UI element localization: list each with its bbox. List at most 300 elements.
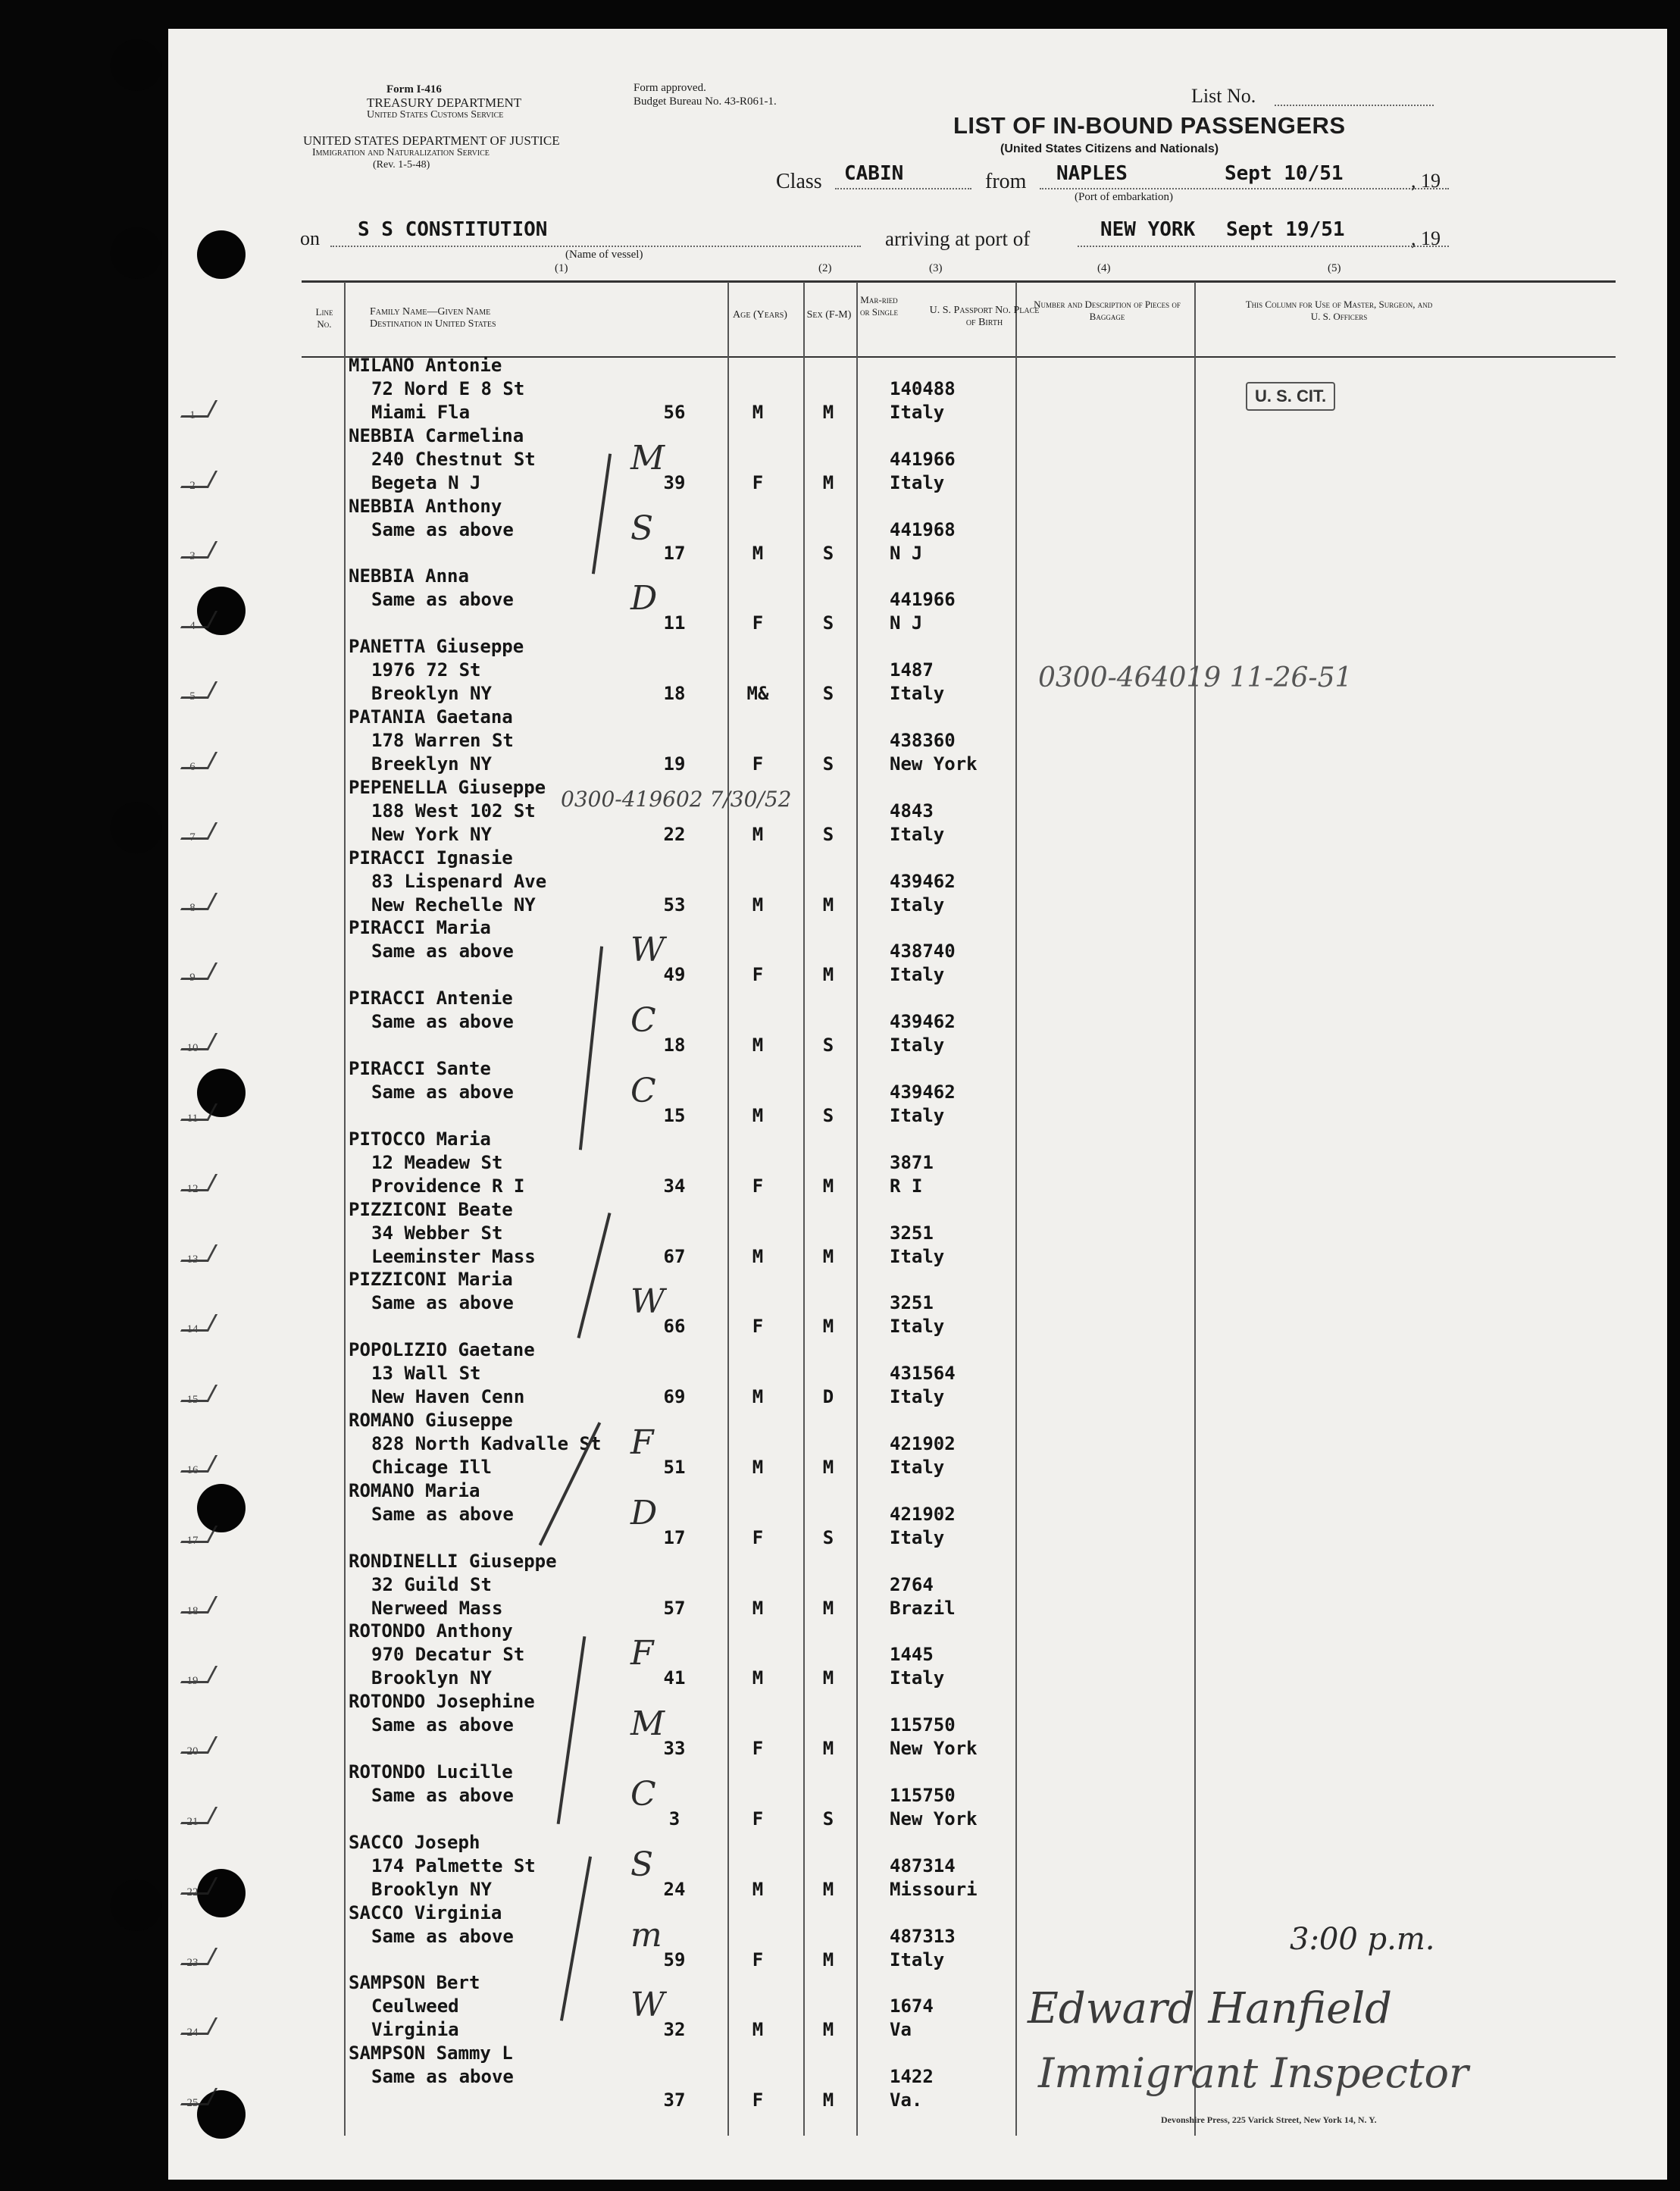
col-head-baggage: Number and Description of Pieces of Baggage — [1034, 299, 1181, 322]
place-of-birth: Italy — [890, 823, 945, 845]
line-number: 14 — [186, 1323, 199, 1336]
passenger-address: Same as above — [371, 1503, 514, 1525]
relationship-mark: W — [630, 931, 665, 970]
table-row — [168, 706, 1667, 777]
passenger-age: 51 — [663, 1457, 686, 1478]
place-of-birth: Italy — [890, 1105, 945, 1126]
passport-number: 421902 — [890, 1433, 956, 1454]
col-head-officers: This Column for Use of Master, Surgeon, and U. S. Officers — [1245, 299, 1433, 322]
passenger-marital-status: S — [822, 1034, 834, 1056]
passenger-name: ROTONDO Lucille — [349, 1761, 513, 1783]
passenger-destination: Leeminster Mass — [371, 1245, 536, 1267]
passenger-name: POPOLIZIO Gaetane — [349, 1339, 535, 1361]
table-row — [168, 847, 1667, 918]
col-head-sex: Sex (F-M) — [806, 309, 852, 321]
passport-number: 140488 — [890, 378, 956, 399]
passenger-sex: F — [752, 471, 764, 493]
line-number: 23 — [186, 1956, 199, 1969]
passenger-name: PITOCCO Maria — [349, 1128, 491, 1150]
arrival-port: NEW YORK — [1100, 218, 1196, 241]
passenger-marital-status: M — [822, 2089, 834, 2111]
line-number: 8 — [189, 901, 196, 914]
passenger-age: 24 — [663, 1878, 686, 1900]
place-of-birth: Italy — [890, 964, 945, 986]
passenger-list-sheet — [168, 29, 1667, 2180]
passenger-sex: M — [752, 1597, 764, 1619]
line-number: 15 — [186, 1394, 199, 1407]
passenger-address: Ceulweed — [371, 1995, 459, 2017]
passenger-marital-status: S — [822, 1105, 834, 1126]
passenger-destination: Virginia — [371, 2019, 459, 2041]
passenger-age: 34 — [663, 1175, 686, 1197]
place-of-birth: Va. — [890, 2089, 923, 2111]
table-row — [168, 1761, 1667, 1832]
place-of-birth: N J — [890, 612, 923, 634]
table-row — [168, 1691, 1667, 1761]
passenger-marital-status: D — [822, 1386, 834, 1408]
line-number: 2 — [189, 479, 196, 492]
vessel-note: (Name of vessel) — [565, 249, 643, 261]
line-number: 17 — [186, 1534, 199, 1547]
passenger-name: PIZZICONI Beate — [349, 1198, 513, 1220]
passenger-sex: M — [752, 1386, 764, 1408]
passenger-age: 15 — [663, 1105, 686, 1126]
passport-number: 441968 — [890, 518, 956, 540]
table-row — [168, 988, 1667, 1058]
passenger-marital-status: S — [822, 753, 834, 775]
line-number: 13 — [186, 1253, 199, 1266]
passenger-destination: Breoklyn NY — [371, 683, 492, 705]
passenger-name: ROTONDO Anthony — [349, 1620, 513, 1642]
place-of-birth: New York — [890, 753, 978, 775]
passenger-address: Same as above — [371, 1011, 514, 1033]
passport-number: 3871 — [890, 1151, 934, 1173]
passenger-age: 19 — [663, 753, 686, 775]
passenger-destination: Nerweed Mass — [371, 1597, 503, 1619]
port-note: (Port of embarkation) — [1075, 191, 1173, 203]
handwritten-time: 3:00 p.m. — [1290, 1922, 1435, 1957]
relationship-mark: S — [630, 1845, 654, 1884]
passenger-sex: M — [752, 1034, 764, 1056]
place-of-birth: Italy — [890, 1034, 945, 1056]
passenger-age: 41 — [663, 1667, 686, 1689]
passenger-address: 13 Wall St — [371, 1363, 481, 1385]
passenger-age: 32 — [663, 2019, 686, 2041]
passport-number: 421902 — [890, 1503, 956, 1525]
passenger-marital-status: S — [822, 612, 834, 634]
passenger-name: PIRACCI Ignasie — [349, 847, 513, 869]
line-number: 5 — [189, 690, 196, 703]
passport-number: 439462 — [890, 870, 956, 892]
table-row — [168, 1902, 1667, 1973]
passenger-sex: F — [752, 1175, 764, 1197]
place-of-birth: Italy — [890, 1245, 945, 1267]
treasury-dept: TREASURY DEPARTMENT — [367, 95, 522, 110]
passenger-address: 174 Palmette St — [371, 1855, 536, 1876]
form-number: Form I-416 — [386, 83, 442, 95]
passenger-age: 3 — [668, 1808, 680, 1829]
table-top-rule — [302, 280, 1616, 283]
table-row — [168, 1410, 1667, 1480]
passenger-sex: M — [752, 542, 764, 564]
line-number: 18 — [186, 1604, 199, 1617]
form-approved: Form approved. — [634, 82, 706, 94]
place-of-birth: Italy — [890, 1457, 945, 1478]
passport-number: 441966 — [890, 589, 956, 611]
line-number: 20 — [186, 1745, 199, 1758]
passenger-address: Same as above — [371, 1081, 514, 1103]
relationship-mark: W — [630, 1986, 665, 2025]
col-head-line: Line No. — [315, 306, 333, 330]
passenger-marital-status: M — [822, 1738, 834, 1760]
passenger-destination: Brooklyn NY — [371, 1667, 492, 1689]
passenger-age: 66 — [663, 1316, 686, 1338]
printer-imprint: Devonshire Press, 225 Varick Street, New York 14, N. Y. — [1161, 2114, 1377, 2125]
passenger-marital-status: S — [822, 823, 834, 845]
passenger-sex: M — [752, 894, 764, 916]
passenger-sex: M — [752, 1667, 764, 1689]
from-line — [1040, 188, 1449, 189]
relationship-mark: W — [630, 1282, 665, 1322]
passenger-name: PATANIA Gaetana — [349, 706, 513, 728]
passenger-sex: F — [752, 1948, 764, 1970]
passenger-marital-status: S — [822, 542, 834, 564]
relationship-mark: C — [630, 1072, 656, 1110]
justice-dept: UNITED STATES DEPARTMENT OF JUSTICE — [303, 133, 560, 148]
passenger-sex: F — [752, 1316, 764, 1338]
table-row — [168, 1551, 1667, 1621]
passport-number: 115750 — [890, 1785, 956, 1806]
col-head-destination: Destination in United States — [370, 318, 496, 330]
relationship-mark: F — [630, 1423, 654, 1462]
place-of-birth: Brazil — [890, 1597, 956, 1619]
passenger-age: 69 — [663, 1386, 686, 1408]
passenger-address: 32 Guild St — [371, 1573, 492, 1595]
list-no-line — [1275, 105, 1434, 106]
arrival-date: Sept 19/51 — [1226, 218, 1345, 241]
col-head-married: Mar-ried or Single — [860, 294, 898, 318]
passenger-name: SACCO Virginia — [349, 1901, 502, 1923]
table-row — [168, 1128, 1667, 1199]
passenger-marital-status: M — [822, 1175, 834, 1197]
passenger-address: 1976 72 St — [371, 659, 481, 681]
from-label: from — [985, 170, 1027, 193]
col-number-5: (5) — [1328, 262, 1341, 274]
table-row — [168, 1199, 1667, 1269]
passenger-marital-status: M — [822, 2019, 834, 2041]
col-number-2: (2) — [818, 262, 832, 274]
passenger-sex: M — [752, 823, 764, 845]
passenger-name: PIRACCI Antenie — [349, 988, 513, 1009]
passenger-sex: M — [752, 402, 764, 423]
passenger-address: 240 Chestnut St — [371, 448, 536, 470]
from-year: , 19 — [1411, 170, 1441, 192]
table-row — [168, 425, 1667, 496]
place-of-birth: Italy — [890, 894, 945, 916]
passenger-marital-status: S — [822, 1526, 834, 1548]
binder-hole — [197, 230, 246, 279]
passenger-address: Same as above — [371, 1292, 514, 1314]
relationship-mark: D — [630, 1493, 658, 1532]
line-number: 25 — [186, 2097, 199, 2110]
relationship-mark: M — [630, 1704, 665, 1744]
passenger-sex: F — [752, 1526, 764, 1548]
passenger-age: 67 — [663, 1245, 686, 1267]
passenger-age: 53 — [663, 894, 686, 916]
passenger-marital-status: M — [822, 1667, 834, 1689]
relationship-mark: m — [630, 1915, 662, 1955]
passenger-sex: M — [752, 1245, 764, 1267]
on-label: on — [300, 227, 320, 249]
ins-service: Immigration and Naturalization Service — [312, 147, 490, 158]
table-row — [168, 496, 1667, 566]
place-of-birth: Italy — [890, 683, 945, 705]
passenger-destination: New York NY — [371, 823, 492, 845]
place-of-birth: New York — [890, 1738, 978, 1760]
col-number-4: (4) — [1097, 262, 1111, 274]
list-no-label: List No. — [1191, 85, 1256, 107]
place-of-birth: Italy — [890, 1667, 945, 1689]
table-row — [168, 1832, 1667, 1902]
customs-service: United States Customs Service — [367, 109, 504, 121]
page-subtitle: (United States Citizens and Nationals) — [1000, 142, 1219, 155]
passenger-address: 83 Lispenard Ave — [371, 870, 547, 892]
passenger-sex: F — [752, 753, 764, 775]
passenger-sex: M& — [746, 683, 769, 705]
binder-hole — [111, 227, 162, 279]
place-of-birth: New York — [890, 1808, 978, 1829]
line-number: 19 — [186, 1675, 199, 1688]
table-row — [168, 777, 1667, 847]
vessel-name: S S CONSTITUTION — [358, 218, 548, 241]
passport-number: 438740 — [890, 941, 956, 962]
passenger-marital-status: M — [822, 1316, 834, 1338]
passenger-sex: F — [752, 964, 764, 986]
passenger-marital-status: M — [822, 964, 834, 986]
line-number: 4 — [189, 620, 196, 633]
passenger-marital-status: M — [822, 1245, 834, 1267]
passport-number: 431564 — [890, 1363, 956, 1385]
line-number: 22 — [186, 1886, 199, 1898]
passenger-destination: Miami Fla — [371, 402, 471, 423]
passenger-name: NEBBIA Carmelina — [349, 424, 524, 446]
passport-number: 1422 — [890, 2066, 934, 2088]
table-row — [168, 1620, 1667, 1691]
table-row — [168, 1058, 1667, 1128]
place-of-birth: Italy — [890, 1316, 945, 1338]
passenger-destination: Breeklyn NY — [371, 753, 492, 775]
passenger-age: 11 — [663, 612, 686, 634]
table-row — [168, 565, 1667, 636]
line-number: 24 — [186, 2027, 199, 2039]
line-number: 9 — [189, 972, 196, 984]
passenger-age: 18 — [663, 683, 686, 705]
class-line — [835, 188, 971, 189]
passenger-destination: New Haven Cenn — [371, 1386, 525, 1408]
inspector-signature: Edward Hanfield — [1028, 1984, 1393, 2033]
line-number: 10 — [186, 1042, 199, 1055]
table-row — [168, 1480, 1667, 1551]
inspector-title: Immigrant Inspector — [1038, 2049, 1469, 2097]
line-number: 1 — [189, 409, 196, 421]
place-of-birth: Italy — [890, 402, 945, 423]
passenger-destination: Providence R I — [371, 1175, 525, 1197]
passenger-address: Same as above — [371, 1714, 514, 1736]
passenger-address: 970 Decatur St — [371, 1644, 525, 1666]
passenger-age: 57 — [663, 1597, 686, 1619]
col-head-family: Family Name—Given Name — [370, 306, 491, 318]
passenger-sex: F — [752, 1738, 764, 1760]
passenger-address: 178 Warren St — [371, 730, 514, 751]
table-row — [168, 355, 1667, 425]
passenger-name: PIZZICONI Maria — [349, 1269, 513, 1291]
arrival-line — [1078, 246, 1449, 247]
passport-number: 1487 — [890, 659, 934, 681]
budget-bureau: Budget Bureau No. 43-R061-1. — [634, 95, 777, 108]
passenger-address: Same as above — [371, 1785, 514, 1806]
passenger-name: RONDINELLI Giuseppe — [349, 1550, 557, 1572]
passenger-age: 18 — [663, 1034, 686, 1056]
handwritten-note-pepenella: 0300-419602 7/30/52 — [561, 787, 792, 812]
passenger-name: SAMPSON Bert — [349, 1972, 480, 1994]
place-of-birth: Italy — [890, 1948, 945, 1970]
table-row — [168, 917, 1667, 988]
relationship-mark: D — [630, 579, 658, 618]
us-citizen-stamp: U. S. CIT. — [1246, 382, 1335, 411]
line-number: 6 — [189, 761, 196, 773]
passenger-marital-status: S — [822, 683, 834, 705]
passport-number: 1445 — [890, 1644, 934, 1666]
passenger-marital-status: M — [822, 1878, 834, 1900]
from-date: Sept 10/51 — [1225, 162, 1344, 185]
passenger-sex: F — [752, 2089, 764, 2111]
table-row — [168, 636, 1667, 706]
place-of-birth: Italy — [890, 1526, 945, 1548]
passenger-name: PANETTA Giuseppe — [349, 636, 524, 658]
passenger-sex: M — [752, 1457, 764, 1478]
place-of-birth: Va — [890, 2019, 912, 2041]
passenger-sex: F — [752, 1808, 764, 1829]
passport-number: 487314 — [890, 1855, 956, 1876]
relationship-mark: S — [630, 509, 654, 548]
passenger-name: NEBBIA Anna — [349, 565, 469, 587]
passenger-age: 56 — [663, 402, 686, 423]
page-title: LIST OF IN-BOUND PASSENGERS — [953, 112, 1346, 139]
passport-number: 487313 — [890, 1925, 956, 1947]
class-value: CABIN — [844, 162, 904, 185]
passenger-sex: M — [752, 1105, 764, 1126]
table-row — [168, 1269, 1667, 1339]
passenger-marital-status: M — [822, 471, 834, 493]
passenger-name: ROMANO Maria — [349, 1479, 480, 1501]
handwritten-note-panetta: 0300-464019 11-26-51 — [1038, 662, 1353, 693]
passport-number: 3251 — [890, 1222, 934, 1244]
relationship-mark: F — [630, 1634, 654, 1673]
line-number: 3 — [189, 549, 196, 562]
passenger-name: NEBBIA Anthony — [349, 495, 502, 517]
line-number: 11 — [186, 1113, 199, 1125]
passenger-address: 12 Meadew St — [371, 1151, 503, 1173]
binder-hole — [111, 39, 162, 91]
arrival-year: , 19 — [1411, 227, 1441, 249]
passenger-address: 34 Webber St — [371, 1222, 503, 1244]
passenger-name: ROTONDO Josephine — [349, 1691, 535, 1713]
passenger-address: Same as above — [371, 2066, 514, 2088]
arriving-label: arriving at port of — [885, 227, 1031, 250]
passport-number: 1674 — [890, 1995, 934, 2017]
line-number: 12 — [186, 1182, 199, 1195]
passenger-marital-status: M — [822, 402, 834, 423]
passenger-destination: Brooklyn NY — [371, 1878, 492, 1900]
passenger-marital-status: M — [822, 894, 834, 916]
passenger-name: SACCO Joseph — [349, 1831, 480, 1853]
passenger-name: PIRACCI Sante — [349, 1058, 491, 1079]
passenger-age: 49 — [663, 964, 686, 986]
passenger-age: 33 — [663, 1738, 686, 1760]
passenger-address: Same as above — [371, 1925, 514, 1947]
passenger-name: SAMPSON Sammy L — [349, 2042, 513, 2064]
passenger-age: 17 — [663, 542, 686, 564]
col-number-3: (3) — [929, 262, 943, 274]
place-of-birth: Italy — [890, 1386, 945, 1408]
place-of-birth: N J — [890, 542, 923, 564]
passenger-address: 72 Nord E 8 St — [371, 378, 525, 399]
passenger-address: Same as above — [371, 589, 514, 611]
passport-number: 439462 — [890, 1011, 956, 1033]
col-number-1: (1) — [555, 262, 568, 274]
binder-hole — [111, 802, 162, 853]
relationship-mark: C — [630, 1001, 656, 1041]
place-of-birth: Missouri — [890, 1878, 978, 1900]
passport-number: 4843 — [890, 800, 934, 822]
line-number: 7 — [189, 831, 196, 844]
passenger-marital-status: M — [822, 1597, 834, 1619]
relationship-mark: C — [630, 1775, 656, 1814]
passenger-name: MILANO Antonie — [349, 355, 502, 376]
passenger-sex: M — [752, 2019, 764, 2041]
passenger-address: Same as above — [371, 941, 514, 962]
passport-number: 439462 — [890, 1081, 956, 1103]
passenger-marital-status: M — [822, 1457, 834, 1478]
passenger-age: 22 — [663, 823, 686, 845]
line-number: 16 — [186, 1464, 199, 1476]
table-row — [168, 1339, 1667, 1410]
passenger-destination: Begeta N J — [371, 471, 481, 493]
passport-number: 3251 — [890, 1292, 934, 1314]
relationship-mark: M — [630, 438, 665, 477]
vessel-line — [330, 246, 861, 247]
passenger-address: 828 North Kadvalle St — [371, 1433, 602, 1454]
passenger-age: 17 — [663, 1526, 686, 1548]
binder-hole — [111, 1880, 162, 1931]
passenger-destination: New Rechelle NY — [371, 894, 536, 916]
passport-number: 441966 — [890, 448, 956, 470]
passport-number: 438360 — [890, 730, 956, 751]
passenger-name: PIRACCI Maria — [349, 917, 491, 939]
revision: (Rev. 1-5-48) — [373, 159, 430, 171]
passenger-address: 188 West 102 St — [371, 800, 536, 822]
passenger-name: ROMANO Giuseppe — [349, 1410, 513, 1431]
class-label: Class — [776, 170, 822, 193]
passenger-sex: F — [752, 612, 764, 634]
passenger-destination: Chicage Ill — [371, 1457, 492, 1478]
passenger-age: 59 — [663, 1948, 686, 1970]
line-number: 21 — [186, 1816, 199, 1828]
table-row — [168, 1972, 1667, 2042]
passenger-marital-status: S — [822, 1808, 834, 1829]
from-port: NAPLES — [1056, 162, 1128, 185]
passenger-sex: M — [752, 1878, 764, 1900]
